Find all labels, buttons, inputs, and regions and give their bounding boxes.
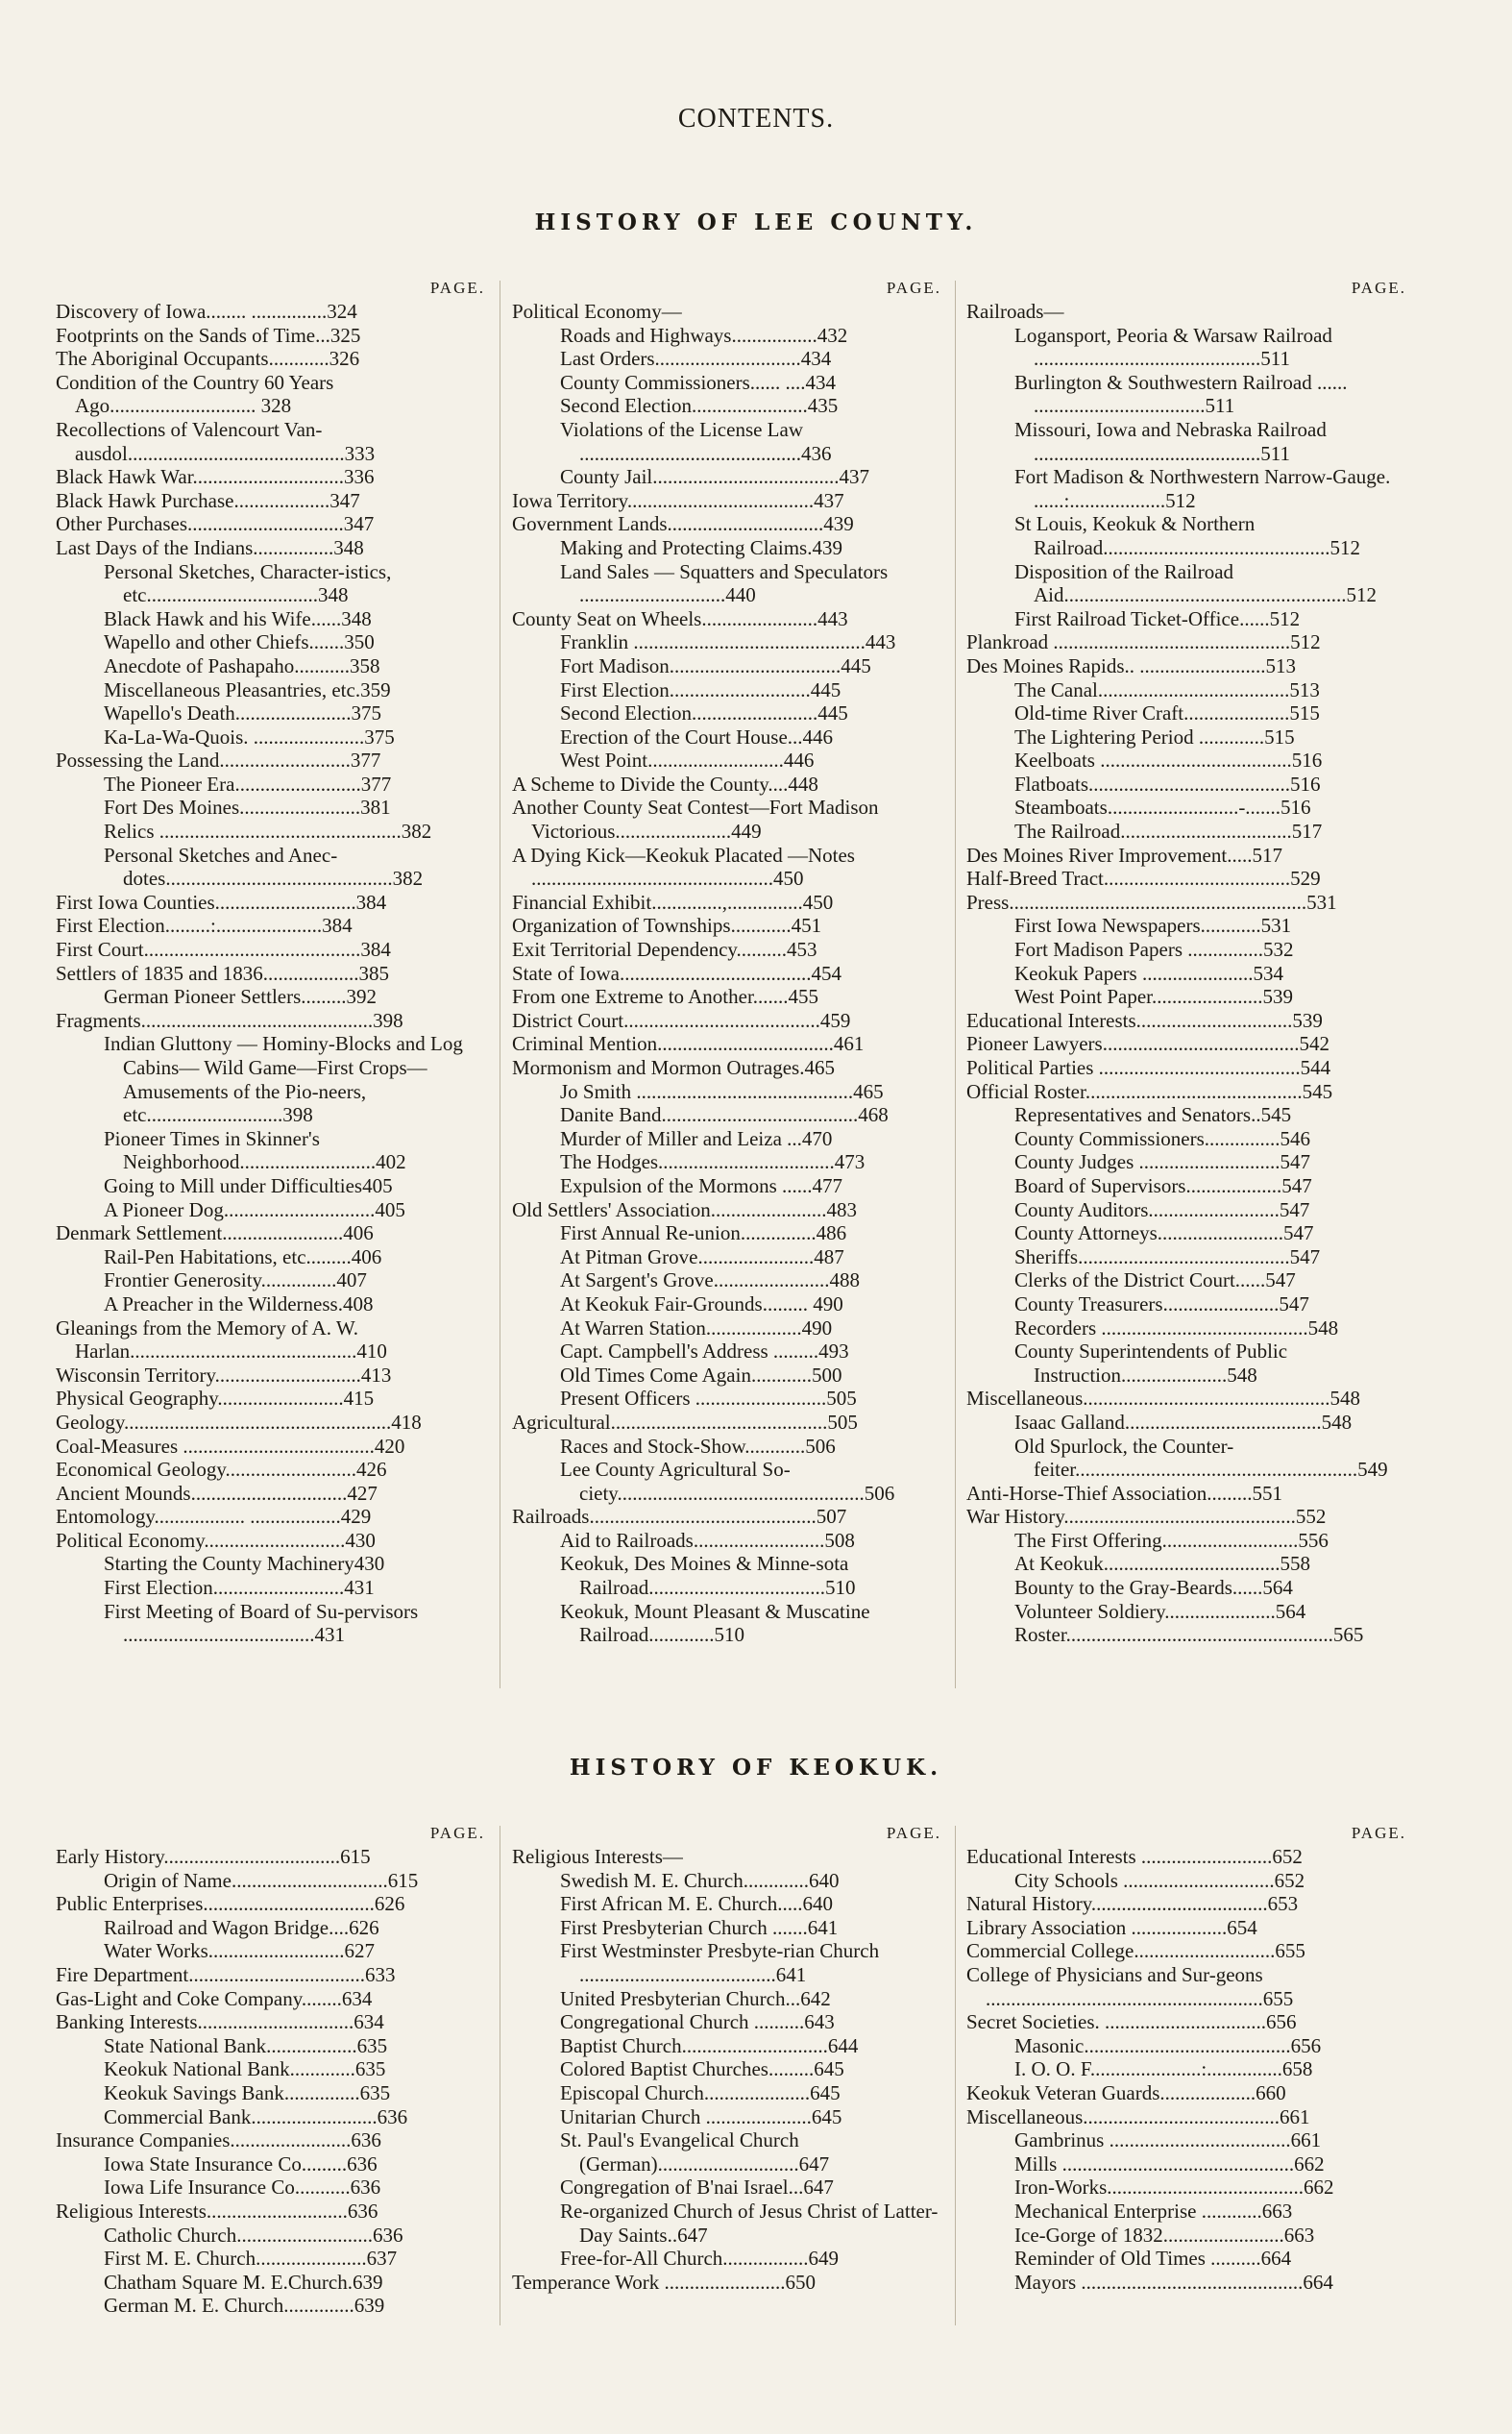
toc-subentry: Representatives and Senators..545: [1014, 1103, 1292, 1127]
toc-subentry: Congregation of B'nai Israel...647: [560, 2176, 834, 2200]
toc-entry-list: [512, 1845, 941, 2294]
page-column-label: PAGE.: [1351, 279, 1406, 297]
toc-subentry: A Preacher in the Wilderness.408: [104, 1291, 374, 1315]
toc-entry: Political Parties ........................................544: [966, 1056, 1331, 1079]
toc-subentry: Jo Smith ...........................................465: [560, 1079, 884, 1103]
toc-entry: Fragments..............................................398: [56, 1008, 403, 1032]
toc-subentry: Disposition of the Railroad Aid........................................................512: [1014, 559, 1377, 607]
toc-subentry: Old Times Come Again............500: [560, 1363, 842, 1387]
toc-entry: Miscellaneous.......................................661: [966, 2104, 1310, 2128]
toc-subentry: Fort Des Moines........................381: [104, 796, 391, 820]
toc-entry: Natural History...................................653: [966, 1892, 1299, 1916]
toc-subentry: Expulsion of the Mormons ......477: [560, 1173, 842, 1197]
toc-entry: Banking Interests...............................634: [56, 2010, 384, 2034]
column-divider: [955, 281, 956, 1688]
toc-subentry: Re-organized Church of Jesus Christ of Latter-Day Saints..647: [560, 2199, 939, 2247]
toc-subentry: Free-for-All Church.................649: [560, 2247, 840, 2271]
toc-entry: Last Days of the Indians................348: [56, 535, 364, 559]
toc-entry: Discovery of Iowa........ ...............324: [56, 300, 357, 323]
toc-entry: Mormonism and Mormon Outrages.465: [512, 1056, 835, 1079]
toc-entry: Official Roster...........................................545: [966, 1079, 1333, 1103]
toc-subentry: Land Sales — Squatters and Speculators .............................440: [560, 559, 889, 607]
toc-entry: Des Moines River Improvement.....517: [966, 843, 1282, 867]
toc-subentry: Burlington & Southwestern Railroad ...... ..................................511: [1014, 370, 1348, 418]
toc-entry: Wisconsin Territory.............................413: [56, 1363, 392, 1387]
toc-entry-list: [512, 300, 941, 1647]
toc-entry: Coal-Measures ......................................420: [56, 1434, 405, 1458]
toc-subentry: City Schools ..............................652: [1014, 1868, 1305, 1892]
lee-county-column-2: [512, 277, 941, 1647]
toc-entry: Recollections of Valencourt Van-ausdol...........................................333: [56, 417, 376, 465]
toc-entry: Fire Department...................................633: [56, 1962, 396, 1986]
toc-subentry: County Jail.....................................437: [560, 465, 870, 489]
toc-subentry: Anecdote of Pashapaho...........358: [104, 653, 380, 677]
page-column-label: PAGE.: [886, 1824, 941, 1842]
keokuk-column-1: [56, 1822, 485, 2318]
toc-subentry: Aid to Railroads..........................508: [560, 1528, 855, 1552]
toc-subentry: County Treasurers.......................547: [1014, 1291, 1309, 1315]
toc-subentry: Black Hawk and his Wife......348: [104, 606, 372, 630]
toc-subentry: Ice-Gorge of 1832........................663: [1014, 2223, 1315, 2247]
section-heading-lee-county: HISTORY OF LEE COUNTY.: [534, 209, 978, 235]
toc-entry: Half-Breed Tract.....................................529: [966, 867, 1321, 891]
toc-entry: First Election.........:.....................384: [56, 914, 353, 938]
toc-subentry: First Presbyterian Church .......641: [560, 1915, 839, 1939]
toc-subentry: First Meeting of Board of Su-pervisors ......................................431: [104, 1599, 419, 1647]
toc-entry: Exit Territorial Dependency..........453: [512, 938, 817, 962]
toc-subentry: Congregational Church ..........643: [560, 2010, 835, 2034]
toc-entry: Condition of the Country 60 Years Ago............................. 328: [56, 370, 334, 418]
toc-subentry: Keelboats ......................................516: [1014, 749, 1323, 773]
toc-subentry: Baptist Church.............................644: [560, 2033, 859, 2057]
toc-subentry: First Annual Re-union...............486: [560, 1221, 847, 1245]
toc-subentry: Logansport, Peoria & Warsaw Railroad .............................................511: [1014, 323, 1332, 371]
toc-subentry: First African M. E. Church.....640: [560, 1892, 834, 1916]
toc-subentry: The Lightering Period .............515: [1014, 725, 1295, 749]
toc-subentry: Fort Madison & Northwestern Narrow-Gauge. ......:...................512: [1014, 465, 1391, 512]
toc-subentry: Violations of the License Law ............................................436: [560, 417, 832, 465]
toc-subentry: Going to Mill under Difficulties405: [104, 1173, 393, 1197]
toc-entry: Another County Seat Contest—Fort Madison Victorious.......................449: [512, 796, 879, 844]
toc-subentry: County Commissioners...... ....434: [560, 370, 837, 394]
toc-entry: Plankroad ...............................................512: [966, 630, 1321, 654]
toc-subentry: Roads and Highways.................432: [560, 323, 848, 347]
toc-entry: First Iowa Counties............................384: [56, 890, 387, 914]
toc-entry: Railroads.............................................507: [512, 1505, 847, 1529]
toc-subentry: Races and Stock-Show............506: [560, 1434, 836, 1458]
page-column-label: PAGE.: [429, 1824, 485, 1842]
toc-entry: Entomology.................. ..................429: [56, 1505, 372, 1529]
toc-subentry: A Pioneer Dog..............................405: [104, 1197, 405, 1221]
toc-entry-list: [966, 300, 1406, 1647]
toc-subentry: The Pioneer Era.........................377: [104, 772, 392, 796]
toc-subentry: Volunteer Soldiery......................564: [1014, 1599, 1306, 1623]
toc-subentry: First Railroad Ticket-Office......512: [1014, 606, 1301, 630]
toc-subentry: First M. E. Church......................637: [104, 2247, 398, 2271]
toc-subentry: Old-time River Craft.....................515: [1014, 701, 1320, 725]
toc-entry: County Seat on Wheels.......................443: [512, 606, 848, 630]
toc-subentry: Second Election.........................445: [560, 701, 848, 725]
toc-subentry: Iowa Life Insurance Co...........636: [104, 2176, 381, 2200]
toc-subentry: German M. E. Church..............639: [104, 2294, 385, 2318]
toc-entry: A Scheme to Divide the County....448: [512, 772, 818, 796]
toc-subentry: Sheriffs..........................................547: [1014, 1244, 1321, 1268]
toc-subentry: Railroad and Wagon Bridge....626: [104, 1915, 379, 1939]
toc-subentry: United Presbyterian Church...642: [560, 1986, 831, 2010]
page-column-label: PAGE.: [886, 279, 941, 297]
toc-subentry: Water Works...........................627: [104, 1939, 376, 1963]
toc-subentry: Iron-Works.......................................662: [1014, 2176, 1334, 2200]
toc-subentry: At Pitman Grove.......................487: [560, 1244, 844, 1268]
toc-subentry: Wapello's Death.......................375: [104, 701, 382, 725]
toc-entry: Old Settlers' Association.......................483: [512, 1197, 858, 1221]
toc-subentry: Clerks of the District Court......547: [1014, 1268, 1296, 1292]
toc-subentry: Miscellaneous Pleasantries, etc.359: [104, 677, 391, 701]
toc-subentry: Missouri, Iowa and Nebraska Railroad .............................................511: [1014, 417, 1327, 465]
toc-subentry: Second Election.......................435: [560, 394, 839, 418]
toc-subentry: Iowa State Insurance Co.........636: [104, 2151, 378, 2176]
toc-entry: Settlers of 1835 and 1836...................385: [56, 961, 390, 985]
page-column-label: PAGE.: [1351, 1824, 1406, 1842]
toc-entry: Political Economy............................430: [56, 1528, 376, 1552]
toc-subentry: Pioneer Times in Skinner's Neighborhood...........................402: [104, 1126, 406, 1174]
toc-entry: Educational Interests ..........................652: [966, 1845, 1303, 1868]
toc-subentry: Chatham Square M. E.Church.639: [104, 2270, 383, 2294]
toc-subentry: Masonic.........................................656: [1014, 2033, 1322, 2057]
toc-entry: Agricultural...........................................505: [512, 1410, 858, 1434]
toc-subentry: St. Paul's Evangelical Church (German)............................647: [560, 2128, 830, 2176]
toc-entry: Iowa Territory.....................................437: [512, 488, 844, 512]
toc-subentry: Board of Supervisors...................547: [1014, 1173, 1312, 1197]
toc-subentry: West Point Paper......................539: [1014, 985, 1293, 1009]
toc-subentry: Isaac Galland.......................................548: [1014, 1410, 1353, 1434]
toc-entry: Criminal Mention...................................461: [512, 1032, 865, 1056]
toc-subentry: Flatboats........................................516: [1014, 772, 1321, 796]
toc-subentry: The Canal......................................513: [1014, 677, 1320, 701]
toc-subentry: First Election..........................431: [104, 1576, 375, 1600]
toc-entry: War History..............................................552: [966, 1505, 1327, 1529]
toc-subentry: Fort Madison Papers ...............532: [1014, 938, 1294, 962]
toc-entry: Press...........................................................531: [966, 890, 1337, 914]
toc-subentry: Mayors ............................................664: [1014, 2270, 1333, 2294]
toc-subentry: Keokuk, Mount Pleasant & Muscatine Railroad.............510: [560, 1599, 870, 1647]
toc-subentry: First Westminster Presbyte-rian Church .......................................641: [560, 1939, 880, 1986]
toc-entry: Government Lands...............................439: [512, 512, 854, 536]
toc-entry: Ancient Mounds...............................427: [56, 1481, 378, 1505]
toc-entry: From one Extreme to Another.......455: [512, 985, 819, 1009]
toc-entry: Pioneer Lawyers.......................................542: [966, 1032, 1329, 1056]
toc-subentry: St Louis, Keokuk & Northern Railroad.............................................512: [1014, 512, 1361, 559]
toc-entry: Footprints on the Sands of Time...325: [56, 323, 361, 347]
toc-subentry: State National Bank..................635: [104, 2033, 388, 2057]
toc-entry: Insurance Companies........................636: [56, 2128, 381, 2152]
toc-subentry: Erection of the Court House...446: [560, 725, 834, 749]
toc-entry: Secret Societies. ................................656: [966, 2010, 1297, 2034]
toc-subentry: Keokuk Savings Bank...............635: [104, 2080, 391, 2104]
toc-entry: Possessing the Land..........................377: [56, 749, 381, 773]
toc-entry: Commercial College............................655: [966, 1939, 1305, 1963]
toc-entry: Political Economy—: [512, 300, 682, 323]
toc-subentry: Gambrinus ....................................661: [1014, 2128, 1322, 2152]
toc-subentry: Recorders .........................................548: [1014, 1315, 1339, 1340]
toc-subentry: The Railroad..................................517: [1014, 820, 1323, 844]
toc-entry: Religious Interests............................636: [56, 2199, 378, 2223]
toc-entry: Financial Exhibit..............,...............450: [512, 890, 834, 914]
toc-subentry: Catholic Church...........................636: [104, 2223, 403, 2247]
toc-entry: Organization of Townships............451: [512, 914, 822, 938]
toc-subentry: Murder of Miller and Leiza ...470: [560, 1126, 833, 1150]
page-column-label: PAGE.: [429, 279, 485, 297]
toc-subentry: First Election............................445: [560, 677, 841, 701]
toc-entry: Public Enterprises..................................626: [56, 1892, 405, 1916]
toc-entry: Railroads—: [966, 300, 1064, 323]
toc-subentry: Personal Sketches, Character-istics, etc..................................348: [104, 559, 392, 607]
toc-entry: College of Physicians and Sur-geons .......................................................655: [966, 1962, 1294, 2010]
toc-subentry: Starting the County Machinery430: [104, 1552, 385, 1576]
toc-entry: Geology.....................................................418: [56, 1410, 422, 1434]
toc-subentry: Danite Band.......................................468: [560, 1103, 889, 1127]
toc-subentry: Episcopal Church.....................645: [560, 2080, 841, 2104]
toc-subentry: Wapello and other Chiefs.......350: [104, 630, 375, 654]
toc-subentry: Old Spurlock, the Counter-feiter........................................................549: [1014, 1434, 1388, 1482]
toc-subentry: Making and Protecting Claims.439: [560, 535, 842, 559]
toc-subentry: The Hodges...................................473: [560, 1150, 866, 1174]
toc-subentry: Relics ................................................382: [104, 820, 432, 844]
toc-subentry: County Attorneys.........................547: [1014, 1221, 1314, 1245]
toc-entry-list: [966, 1845, 1406, 2294]
lee-county-column-3: [966, 277, 1406, 1647]
toc-entry: Black Hawk War..............................336: [56, 465, 375, 489]
toc-subentry: Unitarian Church .....................645: [560, 2104, 842, 2128]
toc-subentry: Present Officers ..........................505: [560, 1387, 857, 1411]
toc-entry: Educational Interests...............................539: [966, 1008, 1323, 1032]
toc-subentry: Origin of Name...............................615: [104, 1868, 419, 1892]
toc-subentry: Steamboats..........................-.......516: [1014, 796, 1311, 820]
toc-subentry: Capt. Campbell's Address .........493: [560, 1340, 849, 1364]
page-title: CONTENTS.: [677, 104, 835, 134]
toc-subentry: Keokuk Papers ......................534: [1014, 961, 1283, 985]
toc-entry-list: [56, 300, 485, 1647]
toc-entry: Black Hawk Purchase...................347: [56, 488, 360, 512]
lee-county-column-1: [56, 277, 485, 1647]
toc-entry: The Aboriginal Occupants............326: [56, 347, 360, 371]
toc-subentry: Franklin ..............................................443: [560, 630, 896, 654]
toc-entry: A Dying Kick—Keokuk Placated —Notes ................................................450: [512, 843, 855, 891]
toc-subentry: Lee County Agricultural So-ciety.................................................506: [560, 1458, 895, 1505]
toc-subentry: County Commissioners...............546: [1014, 1126, 1311, 1150]
toc-entry: Des Moines Rapids.. .........................513: [966, 653, 1296, 677]
toc-entry: Economical Geology..........................426: [56, 1458, 387, 1482]
toc-subentry: Personal Sketches and Anec-dotes.............................................382: [104, 843, 424, 891]
toc-subentry: The First Offering...........................556: [1014, 1528, 1329, 1552]
section-heading-keokuk: HISTORY OF KEOKUK.: [569, 1755, 943, 1781]
toc-subentry: Mills ..............................................662: [1014, 2151, 1325, 2176]
toc-subentry: West Point...........................446: [560, 749, 815, 773]
toc-entry: Library Association ...................654: [966, 1915, 1257, 1939]
toc-subentry: Swedish M. E. Church.............640: [560, 1868, 840, 1892]
keokuk-column-2: [512, 1822, 941, 2294]
toc-subentry: Keokuk, Des Moines & Minne-sota Railroad...................................510: [560, 1552, 856, 1600]
toc-subentry: At Warren Station...................490: [560, 1315, 833, 1340]
toc-subentry: At Keokuk...................................558: [1014, 1552, 1310, 1576]
toc-subentry: At Keokuk Fair-Grounds......... 490: [560, 1291, 843, 1315]
toc-subentry: Rail-Pen Habitations, etc.........406: [104, 1244, 382, 1268]
toc-subentry: Indian Gluttony — Hominy-Blocks and Log Cabins— Wild Game—First Crops— Amusements of the Pio-neers, etc...........................398: [104, 1032, 463, 1127]
toc-entry: Temperance Work ........................650: [512, 2270, 817, 2294]
column-divider: [955, 1826, 956, 2325]
toc-entry: Miscellaneous.................................................548: [966, 1387, 1361, 1411]
toc-subentry: Bounty to the Gray-Beards......564: [1014, 1576, 1293, 1600]
toc-subentry: Mechanical Enterprise ............663: [1014, 2199, 1293, 2223]
toc-subentry: Commercial Bank.........................636: [104, 2104, 408, 2128]
toc-entry: Anti-Horse-Thief Association.........551: [966, 1481, 1282, 1505]
toc-entry: First Court...........................................384: [56, 938, 391, 962]
toc-subentry: German Pioneer Settlers.........392: [104, 985, 378, 1009]
toc-subentry: Frontier Generosity...............407: [104, 1268, 367, 1292]
toc-subentry: Colored Baptist Churches.........645: [560, 2057, 844, 2081]
keokuk-column-3: [966, 1822, 1406, 2294]
toc-subentry: At Sargent's Grove.......................488: [560, 1268, 860, 1292]
toc-subentry: First Iowa Newspapers............531: [1014, 914, 1292, 938]
toc-subentry: I. O. O. F......................:...............658: [1014, 2057, 1313, 2081]
toc-subentry: Reminder of Old Times ..........664: [1014, 2247, 1292, 2271]
toc-entry: Gleanings from the Memory of A. W. Harlan.............................................410: [56, 1315, 387, 1364]
toc-entry: State of Iowa......................................454: [512, 961, 841, 985]
toc-subentry: County Auditors..........................547: [1014, 1197, 1310, 1221]
toc-subentry: Ka-La-Wa-Quois. ......................375: [104, 725, 395, 749]
toc-subentry: County Judges ............................547: [1014, 1150, 1311, 1174]
toc-entry-list: [56, 1845, 485, 2318]
toc-subentry: Fort Madison..................................445: [560, 653, 871, 677]
toc-entry: Early History...................................615: [56, 1845, 371, 1868]
toc-entry: Other Purchases...............................347: [56, 512, 375, 536]
toc-subentry: Keokuk National Bank.............635: [104, 2057, 386, 2081]
toc-entry: Physical Geography.........................415: [56, 1387, 375, 1411]
toc-subentry: Last Orders.............................434: [560, 347, 832, 371]
toc-entry: Denmark Settlement........................406: [56, 1221, 374, 1245]
toc-entry: Religious Interests—: [512, 1845, 683, 1868]
toc-entry: District Court.......................................459: [512, 1008, 851, 1032]
toc-entry: Gas-Light and Coke Company........634: [56, 1986, 373, 2010]
toc-subentry: Roster.....................................................565: [1014, 1623, 1364, 1647]
toc-subentry: County Superintendents of Public Instruction.....................548: [1014, 1340, 1288, 1387]
toc-entry: Keokuk Veteran Guards...................660: [966, 2080, 1286, 2104]
